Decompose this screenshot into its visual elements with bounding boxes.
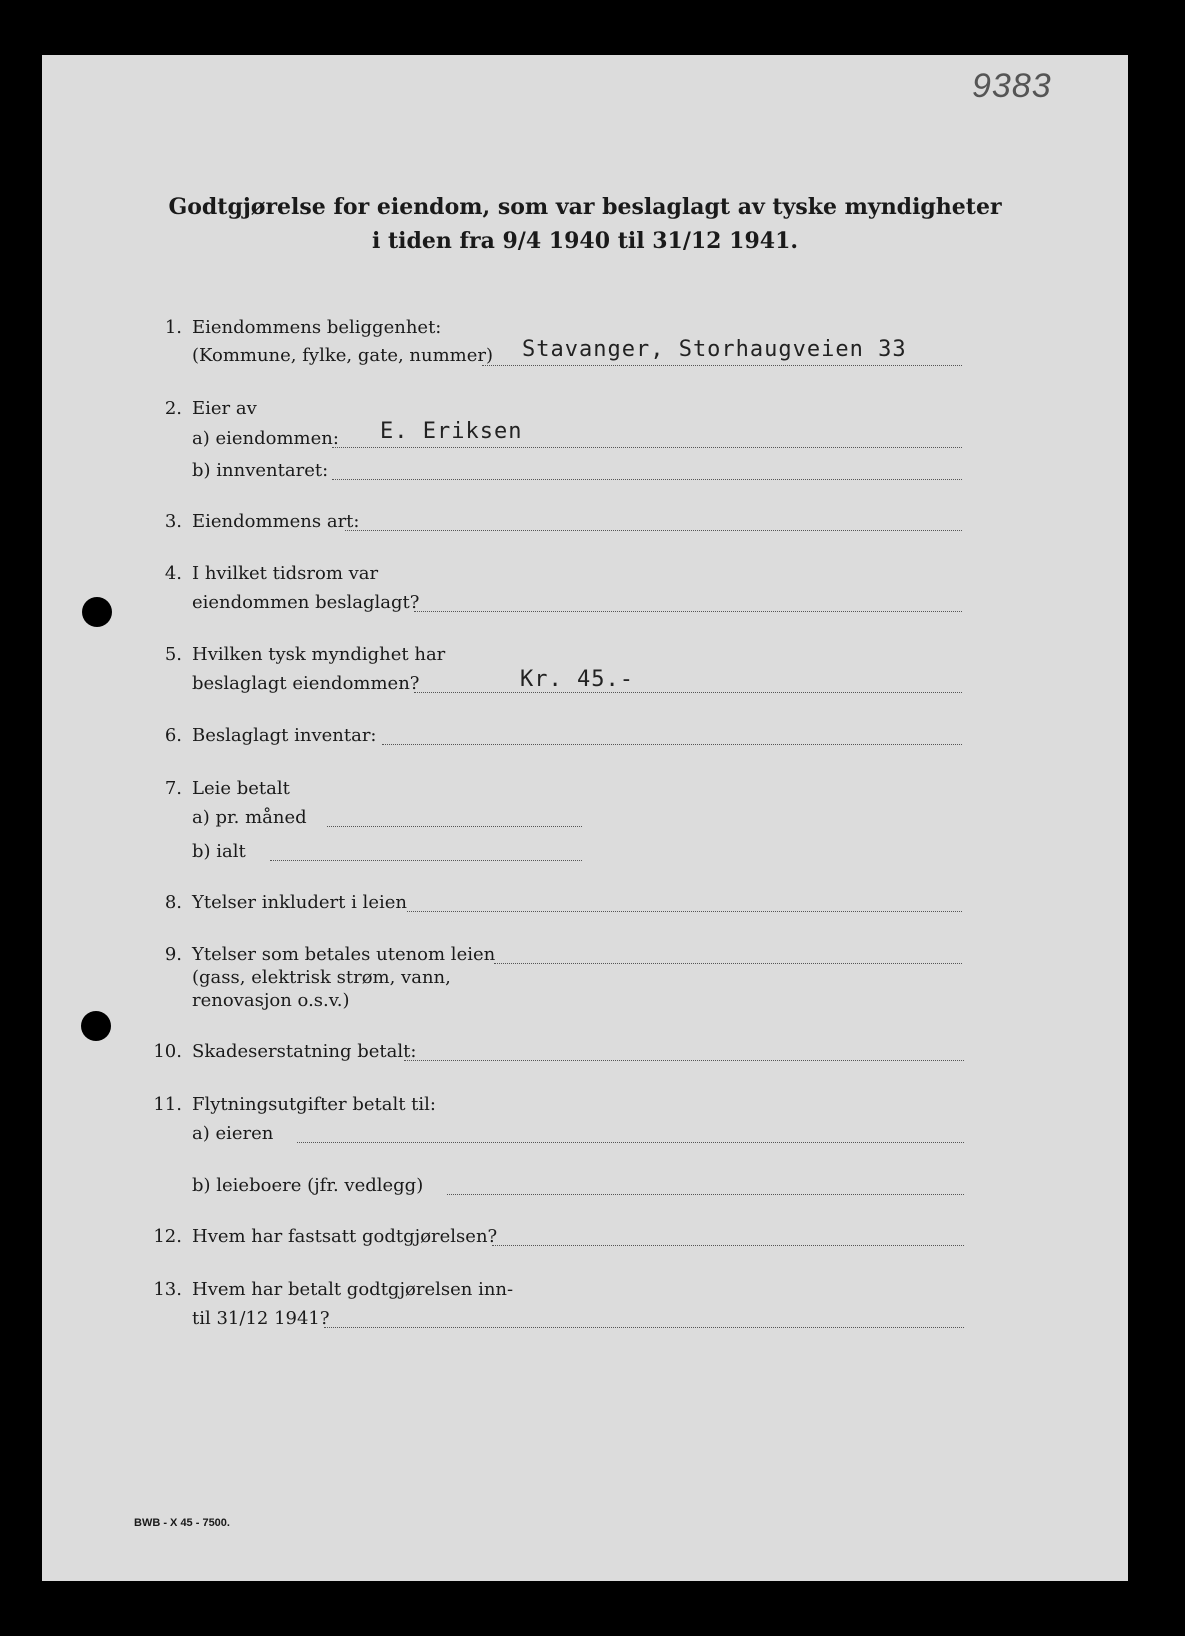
item-number: 6. xyxy=(164,725,182,746)
answer-line xyxy=(332,447,962,448)
answer-line xyxy=(492,1245,964,1246)
item-label: Eiendommens art: xyxy=(192,511,360,532)
item-number: 13. xyxy=(153,1279,182,1300)
item-number: 4. xyxy=(164,563,182,584)
form-page xyxy=(42,55,1128,1581)
typed-answer: Kr. 45.- xyxy=(520,667,634,692)
title-line-2: i tiden fra 9/4 1940 til 31/12 1941. xyxy=(371,228,799,254)
item-label: Flytningsutgifter betalt til: xyxy=(192,1094,436,1115)
item-label: Ytelser som betales utenom leien xyxy=(192,944,496,965)
item-label: b) ialt xyxy=(192,841,246,862)
answer-line xyxy=(404,1060,964,1061)
item-number: 5. xyxy=(164,644,182,665)
item-label: (gass, elektrisk strøm, vann, xyxy=(192,967,451,988)
answer-line xyxy=(332,479,962,480)
item-label: til 31/12 1941? xyxy=(192,1308,330,1329)
item-label: Hvem har betalt godtgjørelsen inn- xyxy=(192,1279,514,1300)
punch-hole xyxy=(81,1011,111,1041)
item-number: 12. xyxy=(153,1226,182,1247)
item-label: Skadeserstatning betalt: xyxy=(192,1041,417,1062)
item-label: a) eieren xyxy=(192,1123,274,1144)
item-label: a) pr. måned xyxy=(192,807,307,828)
item-label: Eiendommens beliggenhet: xyxy=(192,317,442,338)
item-label: Hvem har fastsatt godtgjørelsen? xyxy=(192,1226,498,1247)
item-label: renovasjon o.s.v.) xyxy=(192,990,350,1011)
item-label: b) innventaret: xyxy=(192,460,329,481)
item-number: 2. xyxy=(164,398,182,419)
item-label: Leie betalt xyxy=(192,778,290,799)
answer-line xyxy=(414,611,962,612)
item-number: 9. xyxy=(164,944,182,965)
answer-line xyxy=(414,692,962,693)
answer-line xyxy=(482,365,962,366)
item-label: eiendommen beslaglagt? xyxy=(192,592,420,613)
archive-number: 9383 xyxy=(972,67,1052,105)
item-label: a) eiendommen: xyxy=(192,428,339,449)
form-title xyxy=(42,190,1128,258)
answer-line xyxy=(297,1142,964,1143)
answer-line xyxy=(494,963,962,964)
title-line-1: Godtgjørelse for eiendom, som var beslaglagt av tyske myndigheter xyxy=(168,194,1002,220)
item-label: I hvilket tidsrom var xyxy=(192,563,379,584)
answer-line xyxy=(324,1327,964,1328)
print-code: BWB - X 45 - 7500. xyxy=(134,1517,230,1529)
item-label: b) leieboere (jfr. vedlegg) xyxy=(192,1175,424,1196)
item-number: 1. xyxy=(164,317,182,338)
answer-line xyxy=(407,911,962,912)
punch-hole xyxy=(82,597,112,627)
item-label: Hvilken tysk myndighet har xyxy=(192,644,446,665)
typed-answer: Stavanger, Storhaugveien 33 xyxy=(522,337,907,362)
typed-answer: E. Eriksen xyxy=(380,419,523,444)
item-number: 10. xyxy=(153,1041,182,1062)
item-label: Beslaglagt inventar: xyxy=(192,725,377,746)
item-label: Ytelser inkludert i leien xyxy=(192,892,407,913)
item-number: 11. xyxy=(153,1094,182,1115)
answer-line xyxy=(270,860,582,861)
item-label: (Kommune, fylke, gate, nummer) xyxy=(192,345,494,366)
item-number: 8. xyxy=(164,892,182,913)
answer-line xyxy=(382,744,962,745)
answer-line xyxy=(345,530,962,531)
item-number: 7. xyxy=(164,778,182,799)
item-label: beslaglagt eiendommen? xyxy=(192,673,420,694)
item-label: Eier av xyxy=(192,398,257,419)
answer-line xyxy=(327,826,582,827)
answer-line xyxy=(447,1194,964,1195)
item-number: 3. xyxy=(164,511,182,532)
